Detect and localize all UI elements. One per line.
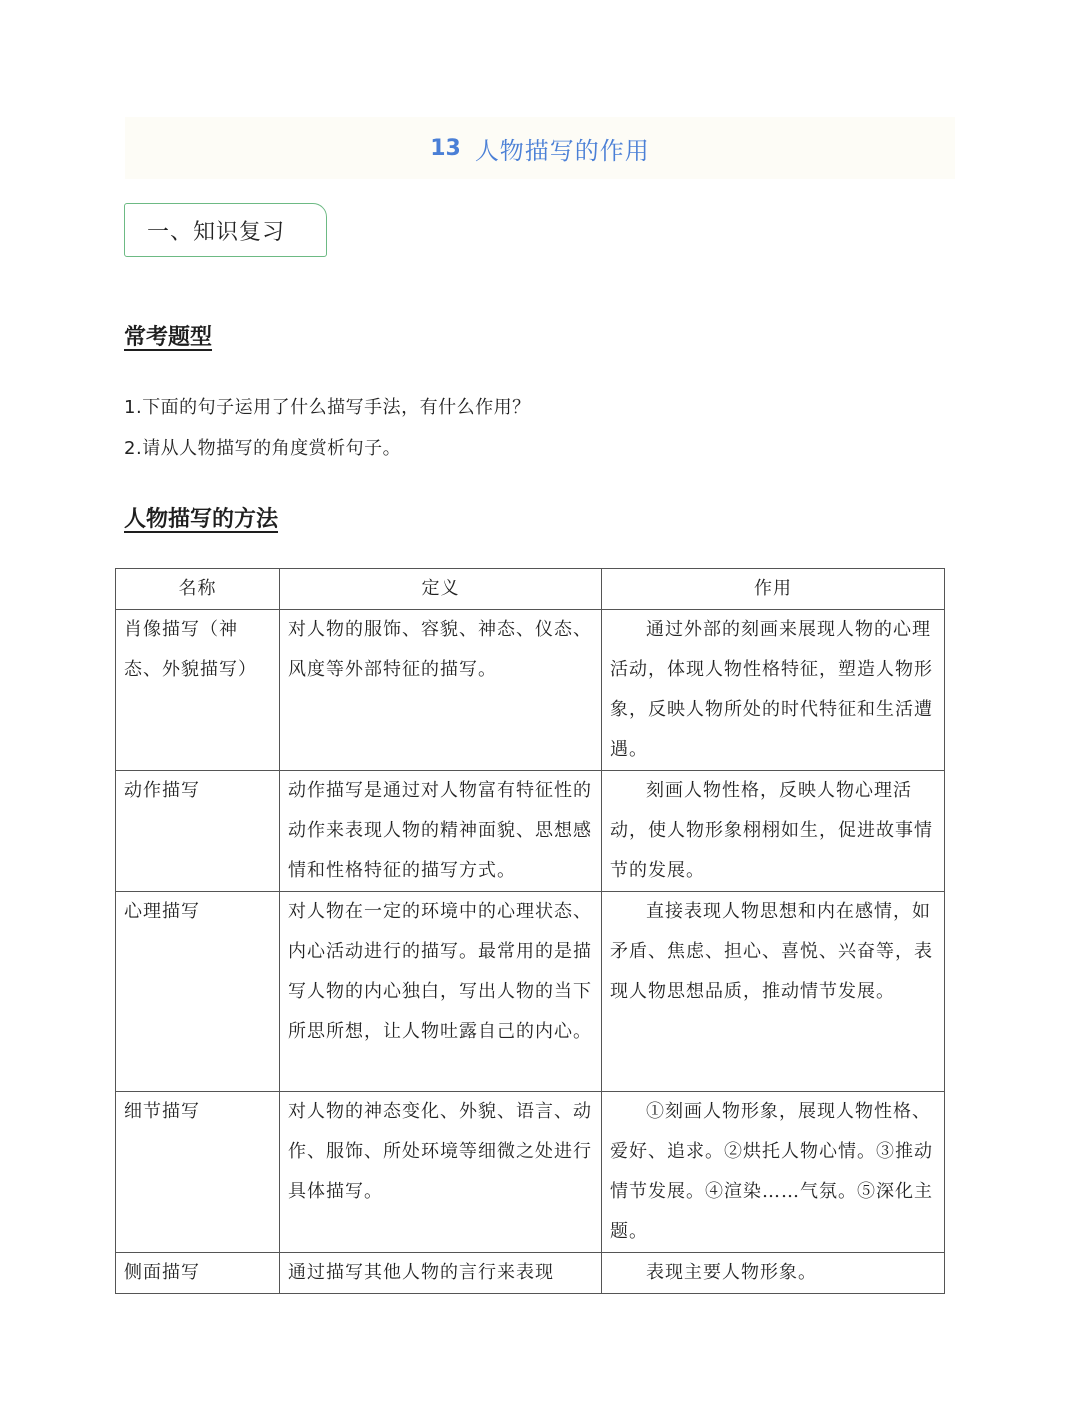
- cell-effect: 通过外部的刻画来展现人物的心理活动，体现人物性格特征，塑造人物形象，反映人物所处的时代特征和生活遭遇。: [602, 610, 945, 771]
- cell-effect: 表现主要人物形象。: [602, 1253, 945, 1294]
- title-number: 13: [430, 135, 461, 161]
- table-header-row: [116, 569, 945, 610]
- title-text: 人物描写的作用: [474, 136, 650, 165]
- question-1: [124, 393, 531, 419]
- table-row: [116, 1253, 945, 1294]
- cell-name: 肖像描写（神态、外貌描写）: [116, 610, 280, 771]
- cell-name: 细节描写: [116, 1092, 280, 1253]
- cell-definition: 通过描写其他人物的言行来表现: [280, 1253, 602, 1294]
- question-number: 2.: [124, 438, 143, 459]
- table-row: [116, 1092, 945, 1253]
- cell-effect: 刻画人物性格，反映人物心理活动，使人物形象栩栩如生，促进故事情节的发展。: [602, 771, 945, 892]
- table-row: [116, 892, 945, 1092]
- cell-definition: 对人物的神态变化、外貌、语言、动作、服饰、所处环境等细微之处进行具体描写。: [280, 1092, 602, 1253]
- section-label: 一、知识复习: [124, 203, 327, 257]
- cell-definition: 对人物的服饰、容貌、神态、仪态、风度等外部特征的描写。: [280, 610, 602, 771]
- methods-heading: 人物描写的方法: [124, 507, 279, 532]
- page-title: [125, 117, 955, 179]
- cell-definition: 对人物在一定的环境中的心理状态、内心活动进行的描写。最常用的是描写人物的内心独白，写出人物的当下所思所想，让人物吐露自己的内心。: [280, 892, 602, 1092]
- exam-types-heading: 常考题型: [124, 325, 213, 350]
- cell-name: 心理描写: [116, 892, 280, 1092]
- table-row: [116, 771, 945, 892]
- cell-definition: 动作描写是通过对人物富有特征性的动作来表现人物的精神面貌、思想感情和性格特征的描写方式。: [280, 771, 602, 892]
- cell-effect: 直接表现人物思想和内在感情，如矛盾、焦虑、担心、喜悦、兴奋等，表现人物思想品质，推动情节发展。: [602, 892, 945, 1092]
- question-text: 下面的句子运用了什么描写手法，有什么作用？: [142, 397, 531, 418]
- question-text: 请从人物描写的角度赏析句子。: [142, 438, 402, 459]
- column-header-definition: 定义: [280, 569, 602, 610]
- question-2: [124, 434, 401, 460]
- table-row: [116, 610, 945, 771]
- cell-name: 动作描写: [116, 771, 280, 892]
- column-header-name: 名称: [116, 569, 280, 610]
- question-number: 1.: [124, 397, 143, 418]
- methods-table: [115, 568, 945, 1294]
- column-header-effect: 作用: [602, 569, 945, 610]
- cell-name: 侧面描写: [116, 1253, 280, 1294]
- cell-effect: ①刻画人物形象，展现人物性格、爱好、追求。②烘托人物心情。③推动情节发展。④渲染……气氛。⑤深化主题。: [602, 1092, 945, 1253]
